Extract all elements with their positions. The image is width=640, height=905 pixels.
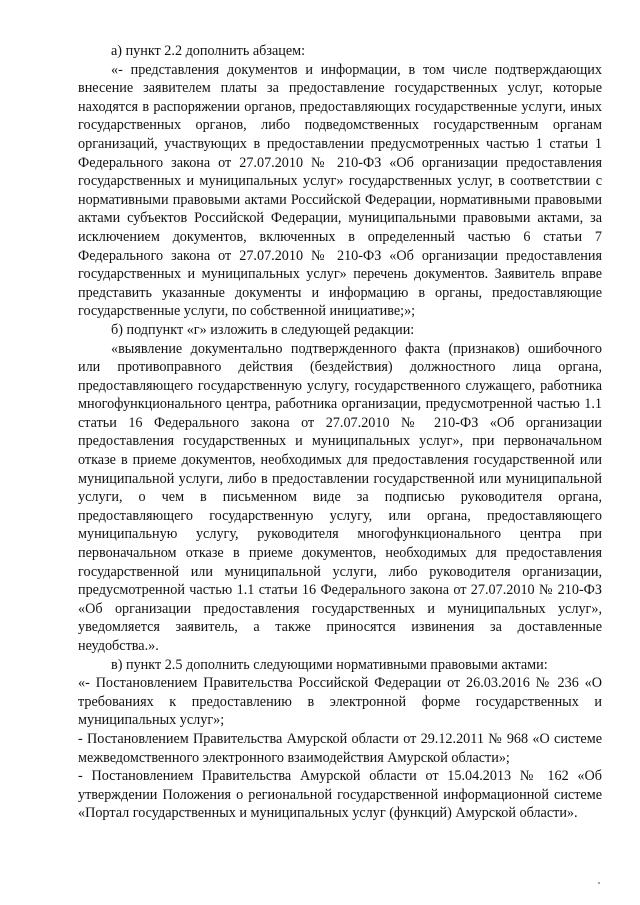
heading-b: б) подпункт «г» изложить в следующей редакции: [111,321,415,338]
heading-c: в) пункт 2.5 дополнить следующими нормативными правовыми актами: [111,656,548,673]
scan-speck [598,882,600,884]
list-item-c2: - Постановлением Правительства Амурской области от 29.12.2011 № 968 «О системе межведомственного электронного взаимодействия Амурской области»; [78,730,602,766]
heading-a: а) пункт 2.2 дополнить абзацем: [111,43,306,59]
paragraph-b: «выявление документально подтвержденного факта (признаков) ошибочного или противоправного действия (бездействия) должностного лица органа, предоставляющего государственную услугу, государственного служащего, работника многофункционального центра, работника организации, предусмотренной частью 1.1 статьи 16 Федерального закона от 27.07.2010 № 210-ФЗ «Об организации предоставления государственных и муниципальных услуг», при первоначальном отказе в приеме документов, необходимых для предоставления государственной или муниципальной услуги, либо в предоставлении государственной или муниципальной услуги, о чем в письменном виде за подписью руководителя органа, предоставляющего государственную услугу, или органа, предоставляющего муниципальную услугу, руководителя многофункционального центра при первоначальном отказе в приеме документов, необходимых для предоставления государственной или муниципальной услуги, либо руководителя организации, предусмотренной частью 1.1 статьи 16 Федерального закона от 27.07.2010 № 210-ФЗ «Об организации предоставления государственных и муниципальных услуг», уведомляется заявитель, а также приносятся извинения за доставленные неудобства.». [78,340,602,654]
list-item-c1: «- Постановлением Правительства Российской Федерации от 26.03.2016 № 236 «О требованиях к предоставлению в электронной форме государственных и муниципальных услуг»; [78,675,602,729]
paragraph-a: «- представления документов и информации, в том числе подтверждающих внесение заявителем платы за предоставление государственных услуг, которые находятся в распоряжении органов, предоставляющих государственные услуги, иных государственных органов, либо подведомственных государственным органам организаций, участвующих в предоставлении предусмотренных частью 1 статьи 1 Федерального закона от 27.07.2010 № 210-ФЗ «Об организации предоставления государственных и муниципальных услуг» государственных услуг, в соответствии с нормативными правовыми актами Российской Федерации, нормативными правовыми актами субъектов Российской Федерации, муниципальными правовыми актами, за исключением документов, включенных в определенный частью 6 статьи 7 Федерального закона от 27.07.2010 № 210-ФЗ «Об организации предоставления государственных и муниципальных услуг» перечень документов. Заявитель вправе представить указанные документы и информацию в органы, предоставляющие государственные услуги, по собственной инициативе;»; [78,61,602,320]
list-item-c3: - Постановлением Правительства Амурской области от 15.04.2013 № 162 «Об утверждении Положения о региональной государственной информационной системе «Портал государственных и муниципальных услуг (функций) Амурской области». [78,768,602,822]
